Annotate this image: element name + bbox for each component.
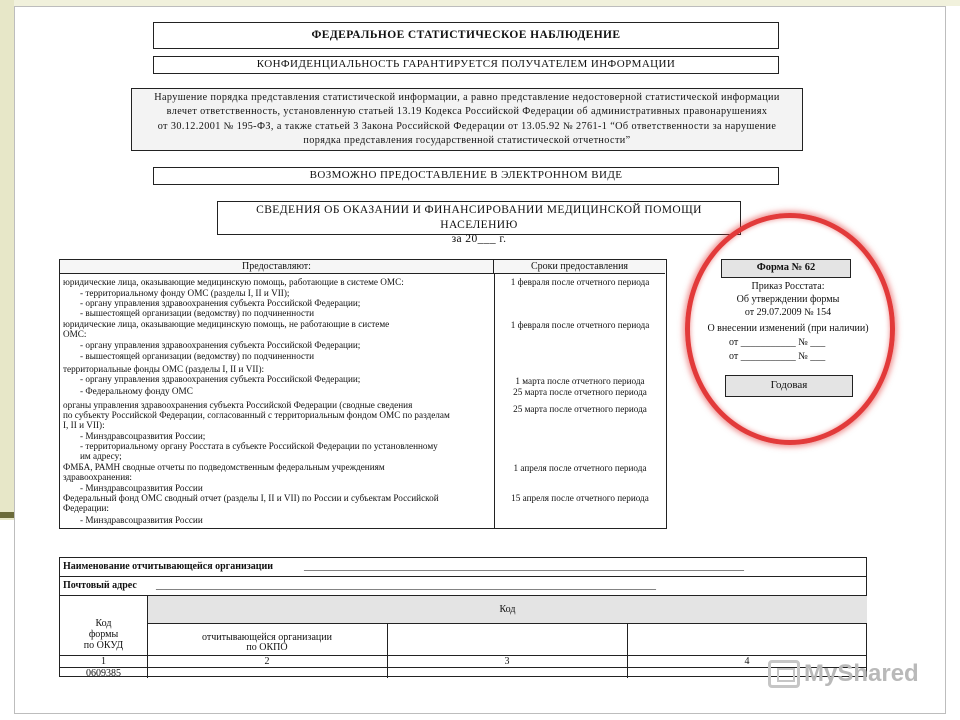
submitter-line: - Минздравсоцразвития России [80, 515, 203, 525]
submitter-line: - Минздравсоцразвития России; [80, 431, 206, 441]
row-divider [60, 667, 866, 668]
violation-line: от 30.12.2001 № 195-ФЗ, а также статьей 3 Закона Российской Федерации от 13.05.92 № 2761-1 “Об ответственности за нарушение [157, 120, 777, 132]
column-number: 2 [264, 656, 270, 667]
highlight-circle [685, 213, 895, 445]
submitter-line: юридические лица, оказывающие медицинскую помощь, работающие в системе ОМС: [63, 277, 404, 287]
submitter-line: - органу управления здравоохранения субъекта Российской Федерации; [80, 298, 361, 308]
slide-side-accent [0, 512, 14, 518]
approval-label: Об утверждении формы [736, 294, 840, 305]
okud-label-line: формы [88, 629, 119, 640]
submitter-line: - вышестоящей организации (ведомству) по подчиненности [80, 308, 315, 318]
okud-label-line: по ОКУД [83, 640, 124, 651]
org-name-label: Наименование отчитывающейся организации [63, 561, 274, 572]
form-document [14, 6, 946, 714]
periodicity-badge: Годовая [725, 375, 853, 397]
deadline-cell: 1 апреля после отчетного периода [513, 463, 647, 473]
deadline-cell: 25 марта после отчетного периода [513, 387, 647, 397]
change-entry: от ___________ № ___ [729, 337, 826, 348]
watermark-text: MyShared [804, 660, 919, 687]
submitter-line: по субъекту Российской Федерации, согласованный с территориальным фондом ОМС по разделам [63, 410, 450, 420]
confidentiality-notice: КОНФИДЕНЦИАЛЬНОСТЬ ГАРАНТИРУЕТСЯ ПОЛУЧАТЕЛЕМ ИНФОРМАЦИИ [153, 56, 779, 74]
submitter-line: - территориальному фонду ОМС (разделы I, II и VII); [80, 288, 290, 298]
change-entry: от ___________ № ___ [729, 351, 826, 362]
deadline-cell: 25 марта после отчетного периода [513, 404, 647, 414]
submitter-line: ОМС: [63, 329, 87, 339]
submitter-line: I, II и VII): [63, 420, 105, 430]
deadline-cell: 1 февраля после отчетного периода [510, 277, 650, 287]
org-name-blank: ________________________________________________________________________________________ [304, 561, 744, 572]
postal-address-blank: ____________________________________________________________________________________________________ [156, 580, 656, 591]
submitter-line: - Минздравсоцразвития России [80, 483, 203, 493]
submitter-line: - органу управления здравоохранения субъекта Российской Федерации; [80, 374, 361, 384]
organization-table [59, 557, 867, 677]
deadline-cell: 1 февраля после отчетного периода [510, 320, 650, 330]
submitter-line: юридические лица, оказывающие медицинскую помощь, не работающие в системе [63, 319, 390, 329]
order-label: Приказ Росстата: [751, 281, 825, 292]
okpo-label-line: отчитывающейся организации [202, 632, 332, 643]
submitter-line: - территориальному органу Росстата в субъекте Российской Федерации по установленному [80, 441, 438, 451]
column-number: 1 [101, 656, 106, 667]
form-number: Форма № 62 [721, 259, 851, 278]
violation-notice [131, 88, 803, 151]
violation-line: Нарушение порядка представления статистической информации, а равно представление недостоверной статистической информации [154, 92, 780, 103]
column-number: 3 [504, 656, 510, 667]
report-title-box [217, 201, 741, 245]
submitter-line: Федеральный фонд ОМС сводный отчет (разделы I, II и VII) по России и субъектам Российской [63, 493, 439, 503]
violation-line: порядка представления государственной статистической отчетности” [303, 135, 631, 147]
submitter-line: здравоохранения: [63, 472, 132, 482]
postal-address-label: Почтовый адрес [63, 580, 137, 591]
deadline-cell: 15 апреля после отчетного периода [511, 493, 649, 503]
submitter-line: органы управления здравоохранения субъекта Российской Федерации (сводные сведения [63, 400, 413, 410]
myshared-watermark [768, 657, 919, 691]
submitters-column-header: Предоставляют: [60, 260, 494, 274]
report-title: СВЕДЕНИЯ ОБ ОКАЗАНИИ И ФИНАНСИРОВАНИИ МЕДИЦИНСКОЙ ПОМОЩИ НАСЕЛЕНИЮ [256, 204, 702, 231]
deadline-cell: 1 марта после отчетного периода [515, 376, 645, 386]
column-number: 4 [744, 656, 750, 667]
col-divider [627, 624, 628, 678]
col-divider [387, 624, 388, 678]
submitter-line: - Федеральному фонду ОМС [80, 386, 193, 396]
approval-date: от 29.07.2009 № 154 [744, 307, 832, 318]
violation-line: влечет ответственность, установленную статьей 13.19 Кодекса Российской Федерации об административных правонарушениях [166, 106, 768, 118]
column-divider [494, 274, 495, 528]
code-header-cell [147, 596, 867, 624]
okud-code: 0609385 [86, 668, 121, 679]
report-period: за 20___ г. [451, 233, 507, 245]
submitter-line: ФМБА, РАМН сводные отчеты по подведомственным федеральным учреждениям [63, 462, 385, 472]
presentation-icon [768, 660, 800, 688]
submitter-line: территориальные фонды ОМС (разделы I, II и VII): [63, 364, 265, 374]
submitter-line: Федерации: [63, 503, 109, 513]
electronic-submission-notice: ВОЗМОЖНО ПРЕДОСТАВЛЕНИЕ В ЭЛЕКТРОННОМ ВИДЕ [153, 167, 779, 185]
okpo-label-line: по ОКПО [246, 642, 288, 653]
federal-observation-header: ФЕДЕРАЛЬНОЕ СТАТИСТИЧЕСКОЕ НАБЛЮДЕНИЕ [153, 22, 779, 49]
submitter-line: им адресу; [80, 451, 122, 461]
deadlines-column-header: Сроки предоставления [494, 260, 665, 274]
col-divider [147, 624, 148, 678]
submitter-line: - вышестоящей организации (ведомству) по подчиненности [80, 351, 315, 361]
slide-side-panel [0, 0, 14, 520]
okud-label-line: Код [95, 618, 112, 629]
submission-table [59, 259, 667, 529]
changes-label: О внесении изменений (при наличии) [707, 323, 869, 334]
row-divider [60, 576, 866, 577]
submitter-line: - органу управления здравоохранения субъекта Российской Федерации; [80, 340, 361, 350]
code-header: Код [499, 604, 516, 615]
